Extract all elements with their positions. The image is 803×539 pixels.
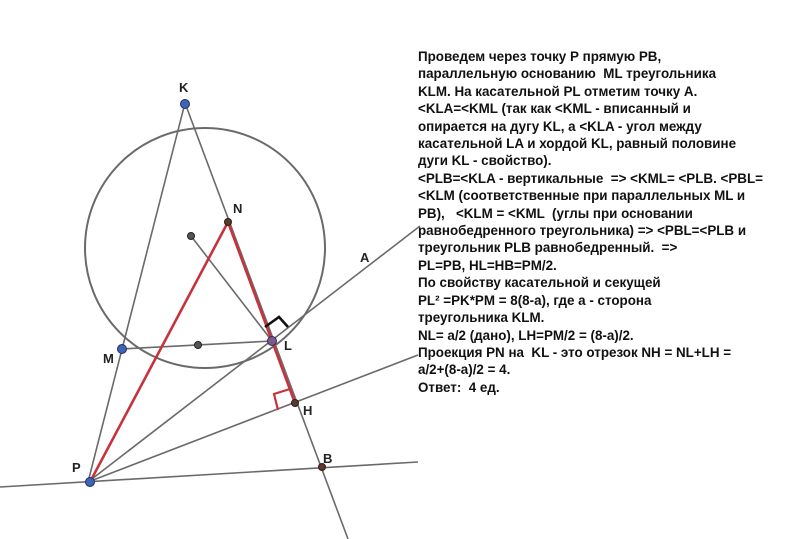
tangent-line-pa xyxy=(88,226,420,482)
label-l: L xyxy=(284,338,292,353)
solution-line: дуги KL - свойство). xyxy=(418,153,552,169)
solution-line: <PLB=<KLA - вертикальные => <KML= <PLB. <PBL= xyxy=(418,170,763,186)
solution-line: касательной LA и хордой KL, равный половине xyxy=(418,136,737,152)
point-p xyxy=(86,478,95,487)
segment-nh xyxy=(228,222,295,403)
solution-line: a/2+(8-a)/2 = 4. xyxy=(418,362,511,378)
solution-line: треугольник PLB равнобедренный. => xyxy=(418,240,678,256)
label-p: P xyxy=(72,460,81,475)
solution-line: параллельную основанию ML треугольника xyxy=(418,66,717,82)
line-pb xyxy=(0,462,418,487)
label-m: M xyxy=(103,351,114,366)
line-p-h xyxy=(88,355,418,482)
label-k: K xyxy=(179,80,189,95)
solution-line: PL² =PK*PM = 8(8-a), где a - сторона xyxy=(418,292,652,308)
solution-line: Проекция PN на KL - это отрезок NH = NL+LH = xyxy=(418,344,732,360)
solution-text xyxy=(418,48,798,448)
solution-line: PL=PB, HL=HB=PM/2. xyxy=(418,257,557,273)
solution-line: Ответ: 4 ед. xyxy=(418,379,500,395)
label-n: N xyxy=(233,201,243,216)
point-k xyxy=(181,100,190,109)
helper-segment xyxy=(191,236,272,341)
solution-line: равнобедренного треугольника) => <PBL=<PLB и xyxy=(418,223,747,239)
solution-line: <KLA=<KML (так как <KML - вписанный и xyxy=(418,101,691,117)
point-l xyxy=(268,337,277,346)
point-m xyxy=(118,345,127,354)
point-n xyxy=(225,219,232,226)
label-h: H xyxy=(303,403,313,418)
label-a: A xyxy=(360,250,370,265)
solution-line: NL= a/2 (дано), LH=PM/2 = (8-a)/2. xyxy=(418,327,634,343)
solution-line: PB), <KLM = <KML (углы при основании xyxy=(418,205,693,221)
solution-line: KLM. На касательной PL отметим точку A. xyxy=(418,83,698,99)
point-h xyxy=(292,400,299,407)
point-center xyxy=(188,233,195,240)
point-ml-midpoint xyxy=(195,342,202,349)
circumcircle xyxy=(85,128,325,368)
right-angle-mark-l xyxy=(265,317,288,327)
solution-line: <KLM (соответственные при параллельных ML и xyxy=(418,188,746,204)
solution-line: Проведем через точку Р прямую PB, xyxy=(418,49,662,64)
solution-line: треугольника KLM. xyxy=(418,310,545,326)
label-b: B xyxy=(323,451,333,466)
secant-line-pk xyxy=(88,103,185,482)
solution-line: По свойству касательной и секущей xyxy=(418,275,661,291)
line-kl-extended xyxy=(185,103,348,539)
solution-line: опирается на дугу KL, а <KLA - угол между xyxy=(418,118,702,134)
